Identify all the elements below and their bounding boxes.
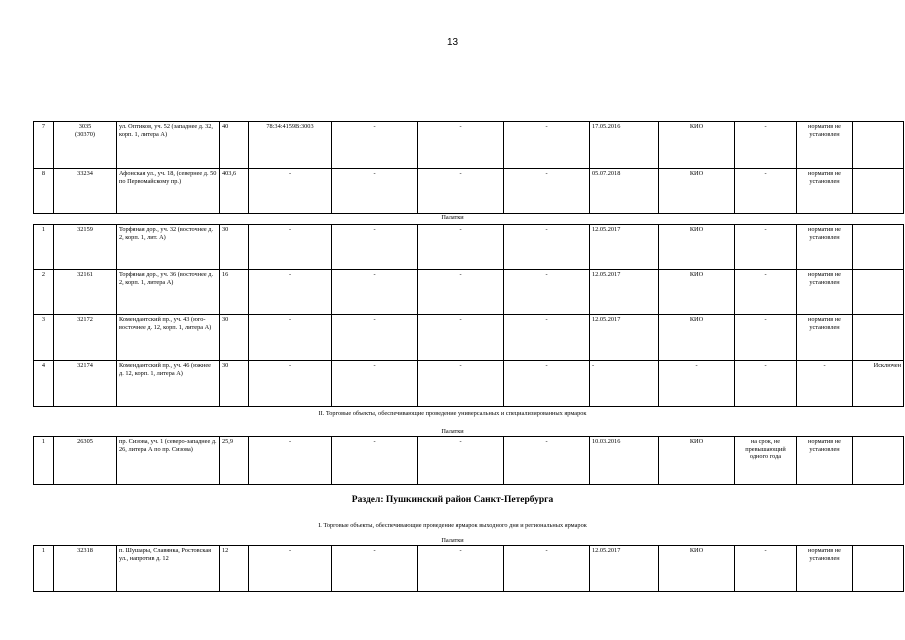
cell-cadastral-number: - xyxy=(249,270,332,315)
cell-address: Торфяная дор., уч. 32 (восточнее д. 2, корп. 1, лит. А) xyxy=(117,225,220,270)
cell-address: Комендантский пр., уч. 46 (южнее д. 12, корп. 1, литера А) xyxy=(117,361,220,407)
table-row xyxy=(34,270,904,315)
section-ii-label: II. Торговые объекты, обеспечивающие проведение универсальных и специализированных ярмарок xyxy=(318,410,587,417)
cell-area: 16 xyxy=(220,270,249,315)
cell-date: 12.05.2017 xyxy=(590,315,659,361)
cell-area: 30 xyxy=(220,361,249,407)
cell-col-8: - xyxy=(504,225,590,270)
cell-address: Афонская ул., уч. 18, (севернее д. 50 по Первомайскому пр.) xyxy=(117,169,220,214)
cell-cadastral-number: - xyxy=(249,437,332,485)
cell-col-6: - xyxy=(332,315,418,361)
cell-cadastral-number: - xyxy=(249,361,332,407)
cell-row-number: 7 xyxy=(34,122,54,169)
section-title: Раздел: Пушкинский район Санкт-Петербурга xyxy=(351,495,554,505)
cell-area: 25,9 xyxy=(220,437,249,485)
cell-term: - xyxy=(735,122,797,169)
cell-col-7: - xyxy=(418,225,504,270)
cell-row-number: 2 xyxy=(34,270,54,315)
cell-note xyxy=(853,270,904,315)
page-number: 13 xyxy=(446,37,459,48)
cell-date: - xyxy=(590,361,659,407)
objects-table-top xyxy=(33,121,904,214)
cell-norm: - xyxy=(797,361,853,407)
cell-note xyxy=(853,437,904,485)
cell-date: 05.07.2018 xyxy=(590,169,659,214)
cell-norm: норматив не установлен xyxy=(797,270,853,315)
cell-owner: - xyxy=(659,361,735,407)
cell-col-8: - xyxy=(504,315,590,361)
palatki-table-3 xyxy=(33,545,904,592)
cell-object-id: 26305 xyxy=(54,437,117,485)
table-row xyxy=(34,225,904,270)
cell-owner: КИО xyxy=(659,122,735,169)
cell-area: 40 xyxy=(220,122,249,169)
cell-note: Исключен xyxy=(853,361,904,407)
cell-col-6: - xyxy=(332,270,418,315)
cell-col-8: - xyxy=(504,546,590,592)
cell-norm: норматив не установлен xyxy=(797,315,853,361)
cell-term: - xyxy=(735,270,797,315)
cell-col-6: - xyxy=(332,225,418,270)
cell-norm: норматив не установлен xyxy=(797,546,853,592)
cell-row-number: 8 xyxy=(34,169,54,214)
cell-area: 30 xyxy=(220,315,249,361)
cell-object-id: 32318 xyxy=(54,546,117,592)
cell-term: на срок, не превышающий одного года xyxy=(735,437,797,485)
table-row xyxy=(34,437,904,485)
cell-date: 12.05.2017 xyxy=(590,225,659,270)
palatki-label-1: Палатки xyxy=(441,214,464,221)
cell-norm: норматив не установлен xyxy=(797,225,853,270)
cell-object-id: 3035 (30370) xyxy=(54,122,117,169)
cell-col-6: - xyxy=(332,361,418,407)
cell-object-id: 32161 xyxy=(54,270,117,315)
cell-cadastral-number: - xyxy=(249,315,332,361)
cell-date: 12.05.2017 xyxy=(590,546,659,592)
cell-col-6: - xyxy=(332,437,418,485)
cell-row-number: 1 xyxy=(34,437,54,485)
cell-term: - xyxy=(735,225,797,270)
table-row xyxy=(34,361,904,407)
table-row xyxy=(34,315,904,361)
cell-area: 30 xyxy=(220,225,249,270)
cell-row-number: 1 xyxy=(34,546,54,592)
cell-object-id: 32159 xyxy=(54,225,117,270)
cell-col-7: - xyxy=(418,270,504,315)
cell-col-7: - xyxy=(418,122,504,169)
cell-address: ул. Оптиков, уч. 52 (западнее д. 32, корп. 1, литера А) xyxy=(117,122,220,169)
palatki-table-1 xyxy=(33,224,904,407)
cell-owner: КИО xyxy=(659,546,735,592)
cell-row-number: 4 xyxy=(34,361,54,407)
cell-address: Торфяная дор., уч. 36 (восточнее д. 2, корп. 1, литера А) xyxy=(117,270,220,315)
cell-col-6: - xyxy=(332,122,418,169)
cell-address: Комендантский пр., уч. 43 (юго-восточнее д. 12, корп. 1, литера А) xyxy=(117,315,220,361)
cell-cadastral-number: - xyxy=(249,225,332,270)
cell-note xyxy=(853,546,904,592)
cell-term: - xyxy=(735,361,797,407)
cell-col-8: - xyxy=(504,437,590,485)
cell-date: 10.03.2016 xyxy=(590,437,659,485)
table-row xyxy=(34,169,904,214)
cell-area: 12 xyxy=(220,546,249,592)
cell-object-id: 32172 xyxy=(54,315,117,361)
cell-term: - xyxy=(735,546,797,592)
cell-col-8: - xyxy=(504,361,590,407)
cell-cadastral-number: - xyxy=(249,169,332,214)
cell-note xyxy=(853,315,904,361)
cell-norm: норматив не установлен xyxy=(797,437,853,485)
cell-address: пр. Сизова, уч. 1 (северо-западнее д. 26, литера А по пр. Сизова) xyxy=(117,437,220,485)
cell-owner: КИО xyxy=(659,169,735,214)
cell-note xyxy=(853,122,904,169)
cell-term: - xyxy=(735,169,797,214)
section-i-label: I. Торговые объекты, обеспечивающие проведение ярмарок выходного дня и региональных ярмарок xyxy=(318,522,587,529)
cell-col-7: - xyxy=(418,437,504,485)
palatki-label-3: Палатки xyxy=(441,537,464,544)
palatki-table-2 xyxy=(33,436,904,485)
cell-col-8: - xyxy=(504,122,590,169)
table-row xyxy=(34,546,904,592)
cell-object-id: 32174 xyxy=(54,361,117,407)
table-row xyxy=(34,122,904,169)
cell-note xyxy=(853,225,904,270)
cell-col-6: - xyxy=(332,169,418,214)
cell-owner: КИО xyxy=(659,270,735,315)
cell-col-7: - xyxy=(418,315,504,361)
cell-note xyxy=(853,169,904,214)
cell-row-number: 1 xyxy=(34,225,54,270)
cell-cadastral-number: - xyxy=(249,546,332,592)
cell-address: п. Шушары, Славянка, Ростовская ул., напротив д. 12 xyxy=(117,546,220,592)
cell-norm: норматив не установлен xyxy=(797,169,853,214)
cell-col-7: - xyxy=(418,361,504,407)
cell-owner: КИО xyxy=(659,225,735,270)
cell-term: - xyxy=(735,315,797,361)
cell-row-number: 3 xyxy=(34,315,54,361)
palatki-label-2: Палатки xyxy=(441,428,464,435)
cell-area: 403,6 xyxy=(220,169,249,214)
cell-col-8: - xyxy=(504,270,590,315)
cell-owner: КИО xyxy=(659,315,735,361)
cell-owner: КИО xyxy=(659,437,735,485)
cell-col-8: - xyxy=(504,169,590,214)
cell-col-7: - xyxy=(418,169,504,214)
cell-norm: норматив не установлен xyxy=(797,122,853,169)
cell-cadastral-number: 78:34:4159В:3003 xyxy=(249,122,332,169)
cell-date: 17.05.2016 xyxy=(590,122,659,169)
cell-col-6: - xyxy=(332,546,418,592)
cell-col-7: - xyxy=(418,546,504,592)
cell-date: 12.05.2017 xyxy=(590,270,659,315)
cell-object-id: 33234 xyxy=(54,169,117,214)
